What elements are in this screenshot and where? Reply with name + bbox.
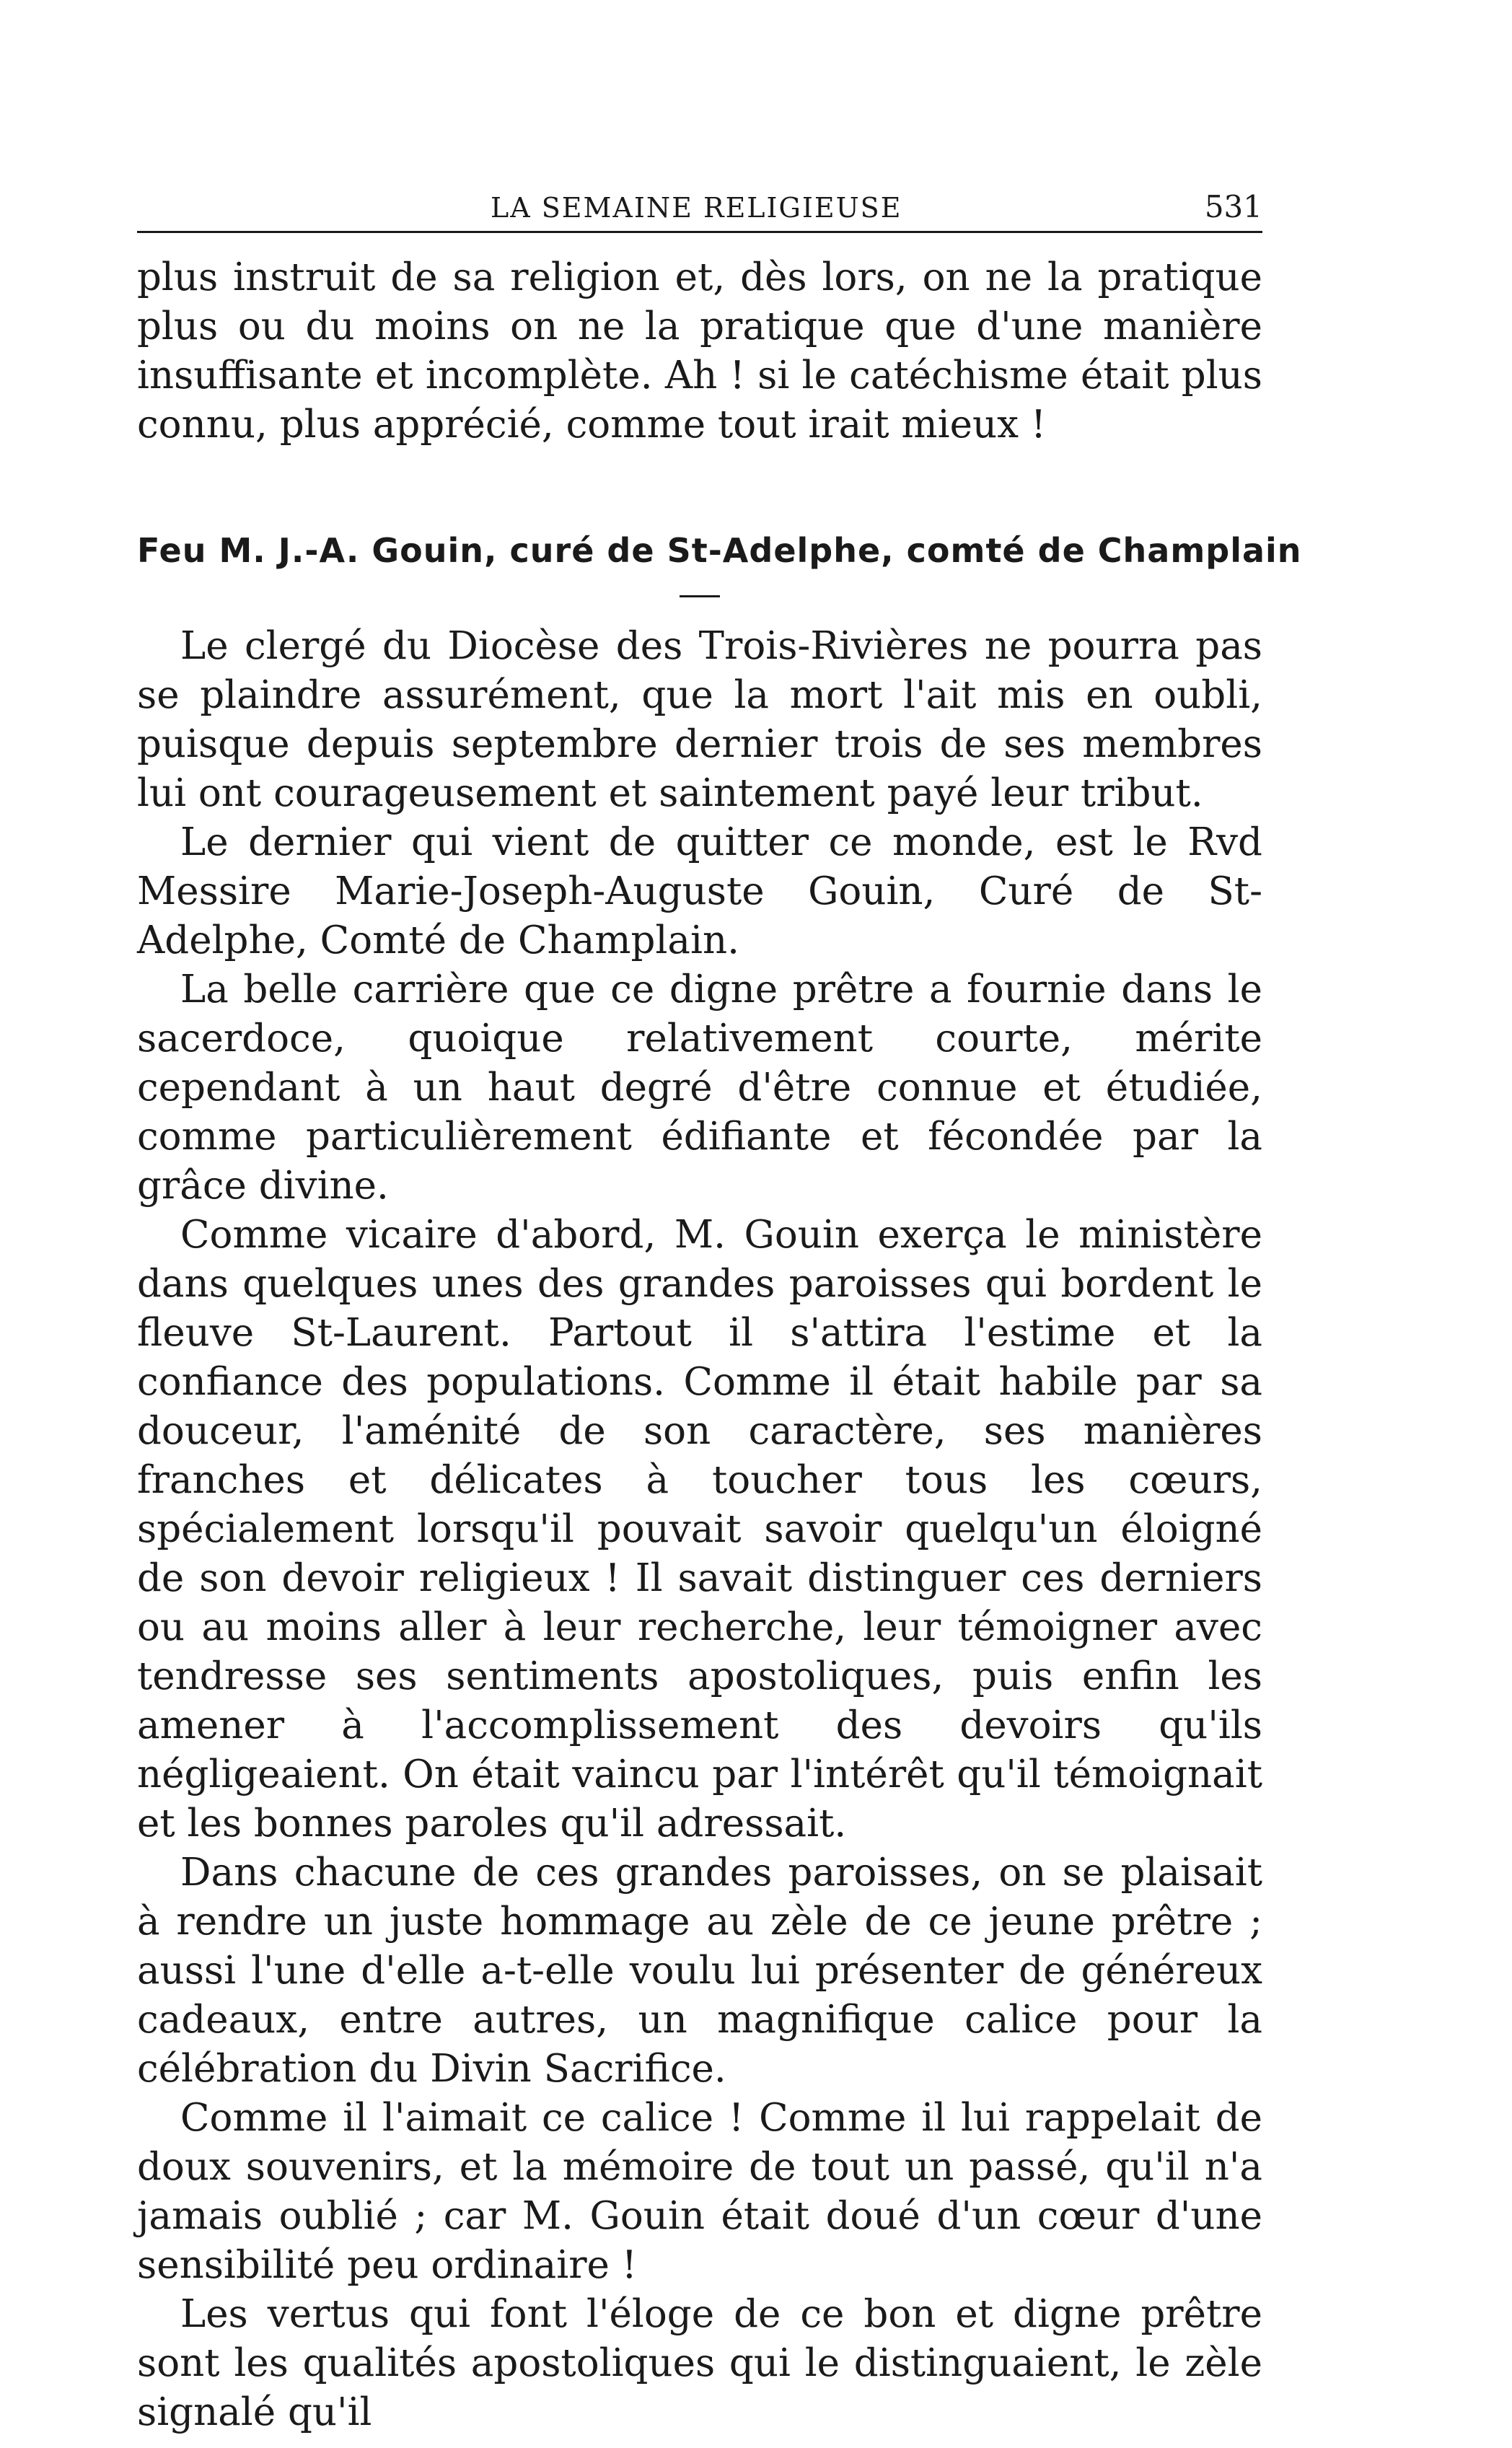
article-paragraph: Dans chacune de ces grandes paroisses, on se plaisait à rendre un juste hommage au zèle de ce jeune prêtre ; aussi l'une d'elle a-t-elle voulu lui présenter de généreux cadeaux, entre autres, un magnifique calice pour la célébration du Divin Sacrifice. [137, 1851, 1262, 2091]
article-paragraph: Le dernier qui vient de quitter ce monde, est le Rvd Messire Marie-Joseph-Auguste Gouin, Curé de St-Adelphe, Comté de Champlain. [137, 820, 1262, 962]
document-page [137, 188, 1302, 2437]
article-paragraph: Comme vicaire d'abord, M. Gouin exerça le ministère dans quelques unes des grandes paroisses qui bordent le fleuve St-Laurent. Partout il s'attira l'estime et la confiance des populations. Comme il était habile par sa douceur, l'aménité de son caractère, ses manières franches et délicates à toucher tous les cœurs, spécialement lorsqu'il pouvait savoir quelqu'un éloigné de son devoir religieux ! Il savait distinguer ces derniers ou au moins aller à leur recherche, leur témoigner avec tendresse ses sentiments apostoliques, puis enfin les amener à l'accomplissement des devoirs qu'ils négligeaient. On était vaincu par l'intérêt qu'il témoignait et les bonnes paroles qu'il adressait. [137, 1213, 1262, 1846]
article-paragraph: Comme il l'aimait ce calice ! Comme il lui rappelait de doux souvenirs, et la mémoire de tout un passé, qu'il n'a jamais oublié ; car M. Gouin était doué d'un cœur d'une sensibilité peu ordinaire ! [137, 2096, 1262, 2287]
running-title: LA SEMAINE RELIGIEUSE [491, 192, 902, 224]
article-paragraph: Le clergé du Diocèse des Trois-Rivières ne pourra pas se plaindre assurément, que la mort l'ait mis en oubli, puisque depuis septembre dernier trois de ses membres lui ont courageusement et saintement payé leur tribut. [137, 624, 1262, 815]
article-paragraph: Les vertus qui font l'éloge de ce bon et digne prêtre sont les qualités apostoliques qui le distinguaient, le zèle signalé qu'il [137, 2292, 1262, 2434]
page-number: 531 [1204, 189, 1262, 224]
continued-paragraph: plus instruit de sa religion et, dès lors, on ne la pratique plus ou du moins on ne la pratique que d'une manière insuffisante et incomplète. Ah ! si le catéchisme était plus connu, plus apprécié, comme tout irait mieux ! [137, 255, 1262, 447]
heading-divider [680, 595, 720, 597]
article-paragraph: La belle carrière que ce digne prêtre a fournie dans le sacerdoce, quoique relativement courte, mérite cependant à un haut degré d'être connue et étudiée, comme particulièrement édifiante et fécondée par la grâce divine. [137, 968, 1262, 1208]
running-header [137, 188, 1262, 233]
article-heading: Feu M. J.-A. Gouin, curé de St-Adelphe, comté de Champlain [137, 531, 1302, 570]
